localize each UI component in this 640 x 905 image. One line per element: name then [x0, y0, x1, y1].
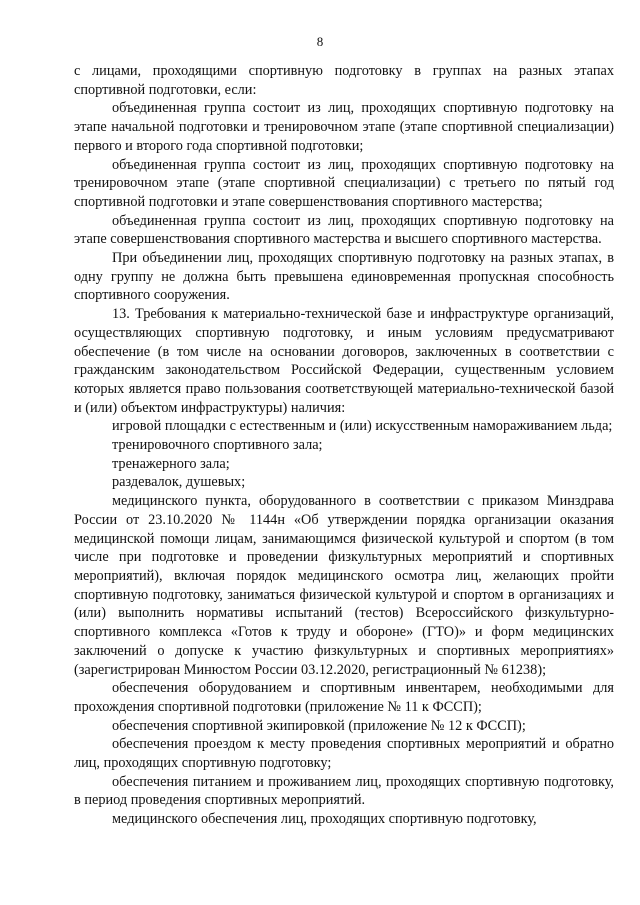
list-item-changing-rooms: раздевалок, душевых;: [112, 474, 246, 491]
list-item-sports-gear: обеспечения спортивной экипировкой (приложение № 12 к ФССП);: [112, 717, 526, 734]
list-item-food-lodging: обеспечения питанием и проживанием лиц, проходящих спортивную подготовку, в период проведения спортивных мероприятий.: [74, 773, 614, 809]
list-item-training-hall: тренировочного спортивного зала;: [112, 437, 323, 454]
paragraph-group-initial-training: объединенная группа состоит из лиц, проходящих спортивную подготовку на этапе начальной подготовки и тренировочном этапе (этапе спортивной специализации) первого и второго года спортивной подготовки;: [74, 100, 614, 154]
document-body: [74, 62, 614, 829]
page-number: 8: [316, 34, 324, 49]
paragraph-capacity-limit: При объединении лиц, проходящих спортивную подготовку на разных этапах, в одну группу не должна быть превышена единовременная пропускная способность спортивного сооружения.: [74, 250, 614, 304]
list-item-medical-support: медицинского обеспечения лиц, проходящих спортивную подготовку,: [112, 811, 537, 828]
paragraph-group-training-stage: объединенная группа состоит из лиц, проходящих спортивную подготовку на тренировочном этапе (этапе спортивной специализации) с третьего по пятый год спортивной подготовки и этапе совершенствования спортивного мастерства;: [74, 156, 614, 210]
list-item-gym: тренажерного зала;: [112, 455, 230, 472]
paragraph-group-mastery-stage: объединенная группа состоит из лиц, проходящих спортивную подготовку на этапе совершенствования спортивного мастерства и высшего спортивного мастерства.: [74, 212, 614, 248]
list-item-equipment: обеспечения оборудованием и спортивным инвентарем, необходимыми для прохождения спортивной подготовки (приложение № 11 к ФССП);: [74, 680, 614, 715]
list-item-medical-unit: медицинского пункта, оборудованного в соответствии с приказом Минздрава России от 23.10.2020 № 1144н «Об утверждении порядка организации оказания медицинской помощи лицам, занимающимся физической культурой и спортом (в том числе при подготовке и проведении физкультурных мероприятий и спортивных мероприятий), включая порядок медицинского осмотра лиц, желающих пройти спортивную подготовку, заниматься физической культурой и спортом в организациях и (или) выполнить нормативы испытаний (тестов) Всероссийского физкультурно-спортивного комплекса «Готов к труду и обороне» (ГТО)» и форм медицинских заключений о допуске к участию физкультурных и спортивных мероприятиях» (зарегистрирован Минюстом России 03.12.2020, регистрационный № 61238);: [74, 493, 614, 678]
list-item-ice-rink: игровой площадки с естественным и (или) искусственным намораживанием льда;: [112, 418, 613, 435]
paragraph-section-13: 13. Требования к материально-технической базе и инфраструктуре организаций, осуществляющих спортивную подготовку, и иным условиям предусматривают обеспечение (в том числе на основании договоров, заключенных в соответствии с гражданским законодательством Российской Федерации, существенным условием которых является право пользования соответствующей материально-технической базой и (или) объектом инфраструктуры) наличия:: [74, 306, 614, 416]
list-item-travel: обеспечения проездом к месту проведения спортивных мероприятий и обратно лиц, проходящих спортивную подготовку;: [74, 736, 614, 772]
paragraph-continuation: с лицами, проходящими спортивную подготовку в группах на разных этапах спортивной подготовки, если:: [74, 63, 614, 98]
